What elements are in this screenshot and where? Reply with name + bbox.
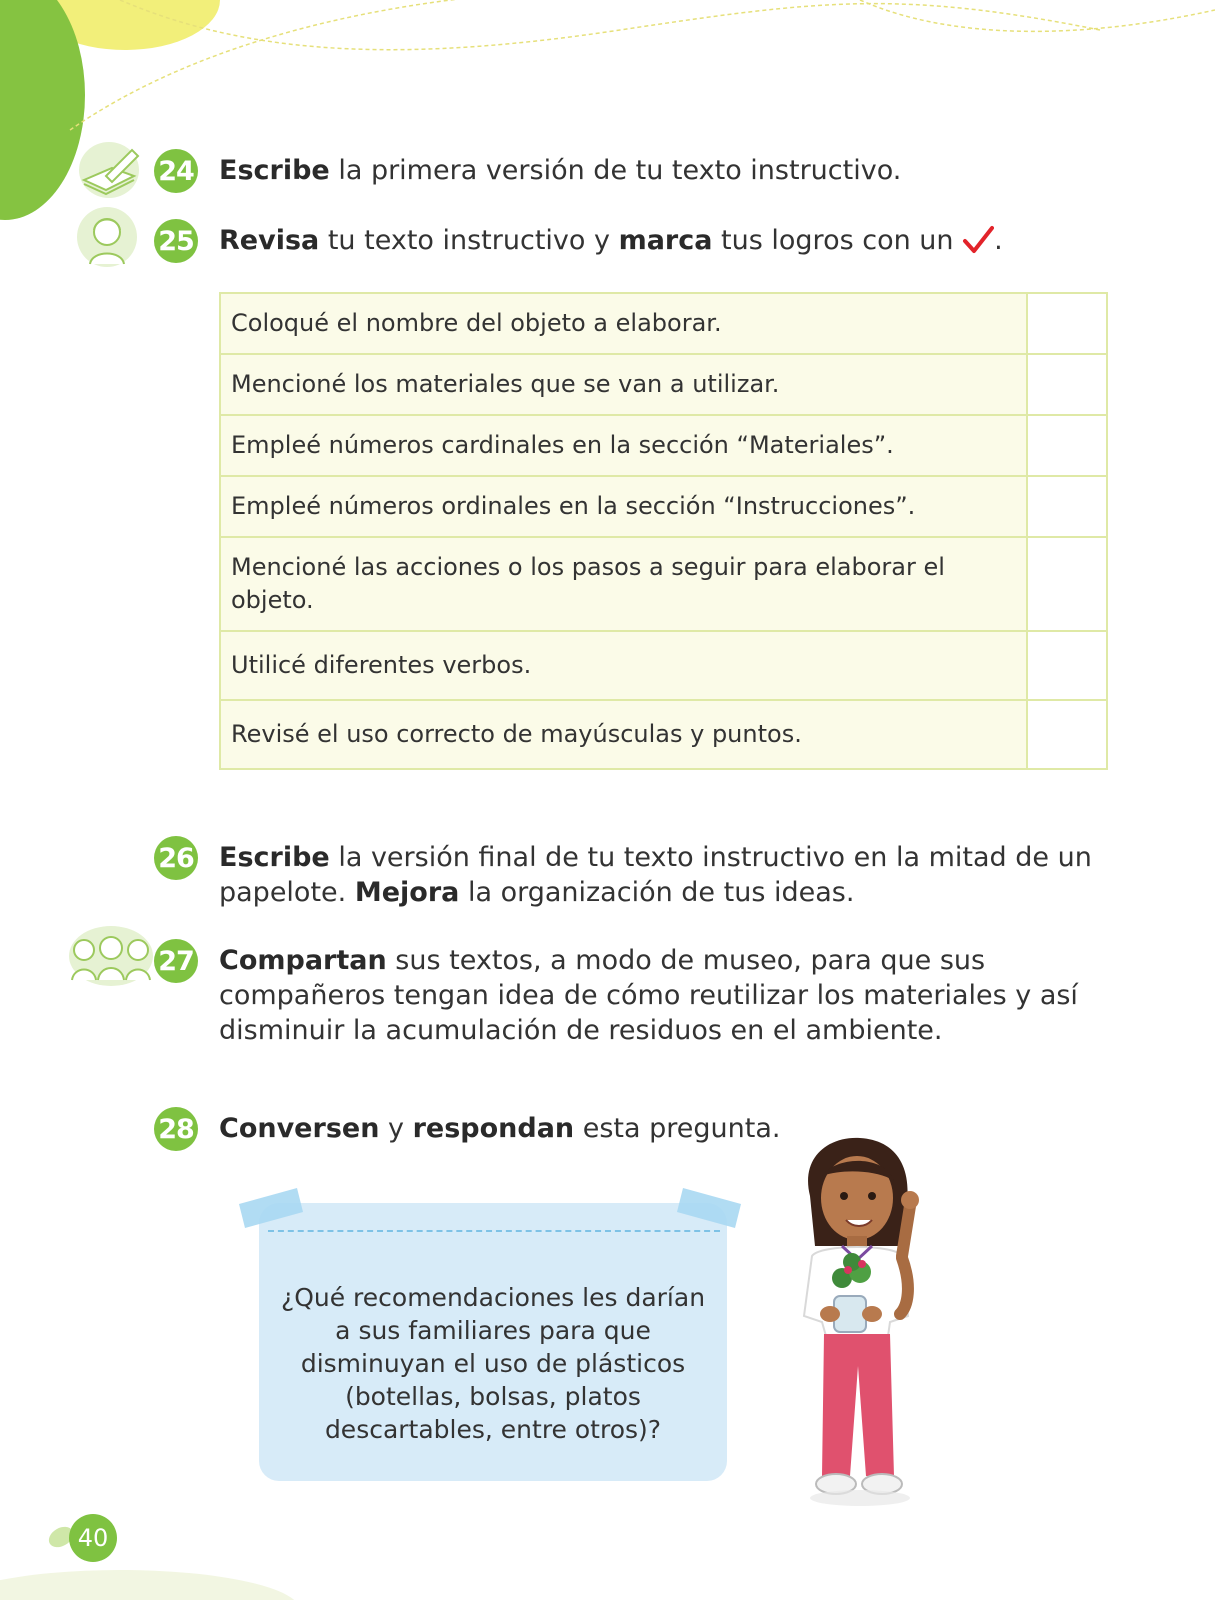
check-box[interactable]	[1027, 476, 1107, 537]
instruction-25-verb-1: Revisa	[219, 225, 320, 256]
instruction-28	[219, 1111, 819, 1146]
instruction-25-text-1: tu texto instructivo y	[319, 225, 619, 256]
item-number-24: 24	[154, 149, 198, 193]
table-row	[220, 476, 1107, 537]
instruction-28-text-2: esta pregunta.	[574, 1113, 781, 1144]
item-number-25: 25	[154, 219, 198, 263]
criterion-text: Coloqué el nombre del objeto a elaborar.	[220, 293, 1027, 354]
instruction-26-verb-1: Escribe	[219, 842, 330, 873]
instruction-28-verb-1: Conversen	[219, 1113, 380, 1144]
tape-right-icon	[675, 1186, 747, 1230]
criterion-text: Revisé el uso correcto de mayúsculas y puntos.	[220, 700, 1027, 769]
check-box[interactable]	[1027, 415, 1107, 476]
instruction-27	[219, 943, 1099, 1048]
tape-left-icon	[233, 1186, 305, 1230]
group-of-students-icon	[68, 924, 154, 986]
table-row	[220, 354, 1107, 415]
question-text: ¿Qué recomendaciones les darían a sus familiares para que disminuyan el uso de plásticos (botellas, bolsas, platos descartables, entre otros)?	[280, 1283, 706, 1444]
item-number-26: 26	[154, 836, 198, 880]
instruction-25	[219, 223, 1119, 258]
instruction-24-text: la primera versión de tu texto instructivo.	[329, 155, 902, 186]
question-divider	[268, 1230, 720, 1232]
criterion-text: Utilicé diferentes verbos.	[220, 631, 1027, 700]
check-box[interactable]	[1027, 537, 1107, 631]
self-assessment-table	[219, 292, 1108, 770]
criterion-text: Mencioné los materiales que se van a utilizar.	[220, 354, 1027, 415]
instruction-26-text-2: la organización de tus ideas.	[459, 877, 855, 908]
check-box[interactable]	[1027, 700, 1107, 769]
instruction-26	[219, 840, 1099, 910]
page-number: 40	[69, 1514, 117, 1562]
corner-decoration	[0, 0, 1215, 240]
check-box[interactable]	[1027, 631, 1107, 700]
table-row	[220, 631, 1107, 700]
bottom-corner-decoration	[0, 1540, 300, 1600]
instruction-24-verb: Escribe	[219, 155, 330, 186]
check-box[interactable]	[1027, 354, 1107, 415]
instruction-26-text-1: la versión final de tu texto instructivo en la mitad de un papelote.	[219, 842, 1092, 908]
student-face-icon	[76, 206, 138, 268]
criterion-text: Mencioné las acciones o los pasos a seguir para elaborar el objeto.	[220, 537, 1027, 631]
item-number-27: 27	[154, 939, 198, 983]
instruction-25-text-2: tus logros con un	[712, 225, 963, 256]
table-row	[220, 293, 1107, 354]
writing-book-icon	[76, 140, 142, 200]
instruction-27-verb: Compartan	[219, 945, 387, 976]
criterion-text: Empleé números ordinales en la sección “Instrucciones”.	[220, 476, 1027, 537]
instruction-27-text: sus textos, a modo de museo, para que sus compañeros tengan idea de cómo reutilizar los materiales y así disminuir la acumulación de residuos en el ambiente.	[219, 945, 1078, 1046]
table-row	[220, 415, 1107, 476]
instruction-26-verb-2: Mejora	[354, 877, 460, 908]
table-row	[220, 537, 1107, 631]
instruction-24	[219, 153, 1119, 188]
instruction-28-verb-2: respondan	[412, 1113, 575, 1144]
check-box[interactable]	[1027, 293, 1107, 354]
criterion-text: Empleé números cardinales en la sección “Materiales”.	[220, 415, 1027, 476]
item-number-28: 28	[154, 1107, 198, 1151]
instruction-28-text-1: y	[379, 1113, 413, 1144]
table-row	[220, 700, 1107, 769]
checkmark-icon	[962, 225, 994, 255]
girl-holding-plant-icon	[790, 1136, 950, 1516]
instruction-25-verb-2: marca	[618, 225, 713, 256]
instruction-25-period: .	[994, 225, 1003, 256]
